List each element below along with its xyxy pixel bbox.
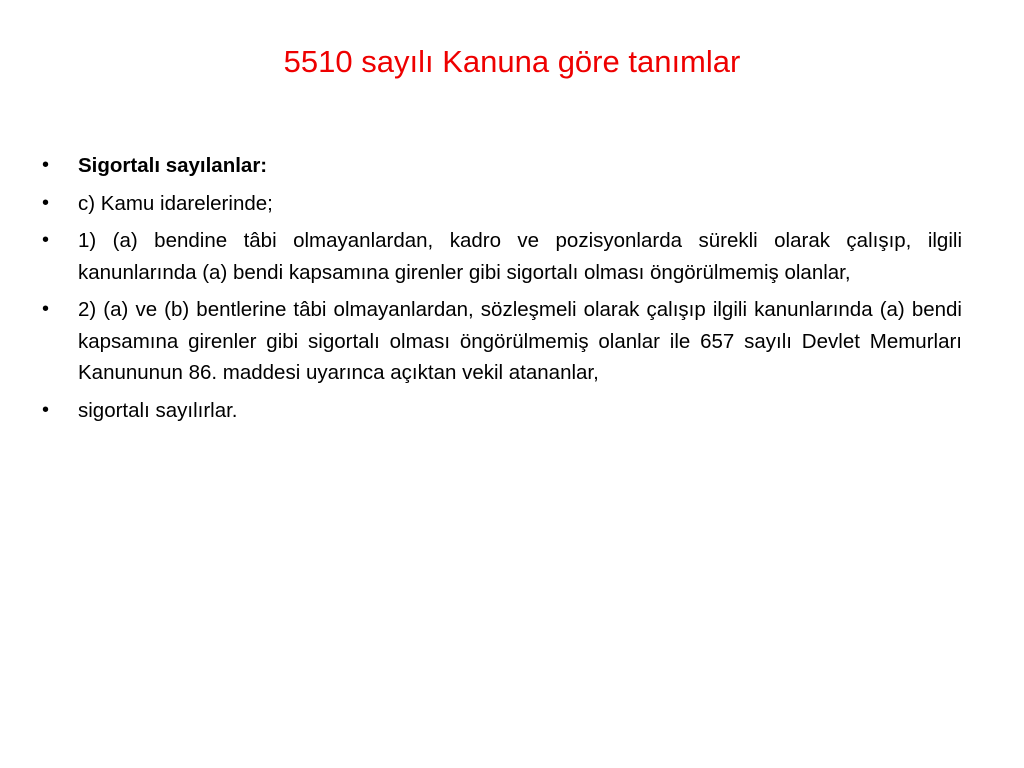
bullet-text: 1) (a) bendine tâbi olmayanlardan, kadro ve pozisyonlarda sürekli olarak çalışıp, ilgili kanunlarında (a) bendi kapsamına girenler gibi sigortalı olması öngörülmemiş olanlar, xyxy=(78,229,962,284)
bullet-item xyxy=(42,395,962,427)
bullet-icon: • xyxy=(42,154,50,176)
bullet-item xyxy=(42,225,962,288)
bullet-icon: • xyxy=(42,229,50,251)
bullet-item xyxy=(42,294,962,389)
bullet-list xyxy=(42,150,962,432)
slide-title: 5510 sayılı Kanuna göre tanımlar xyxy=(283,44,741,79)
bullet-text: sigortalı sayılırlar. xyxy=(78,398,238,422)
bullet-icon: • xyxy=(42,298,50,320)
bullet-text: Sigortalı sayılanlar: xyxy=(78,154,268,177)
bullet-item xyxy=(42,188,962,220)
bullet-icon: • xyxy=(42,191,50,214)
bullet-text: c) Kamu idarelerinde; xyxy=(78,191,273,215)
bullet-icon: • xyxy=(42,398,50,421)
bullet-text: 2) (a) ve (b) bentlerine tâbi olmayanlardan, sözleşmeli olarak çalışıp ilgili kanunlarında (a) bendi kapsamına girenler gibi sigortalı olması öngörülmemiş olanlar ile 657 sayılı Devlet Memurları Kanununun 86. maddesi uyarınca açıktan vekil atananlar, xyxy=(78,298,962,384)
bullet-item xyxy=(42,150,962,182)
